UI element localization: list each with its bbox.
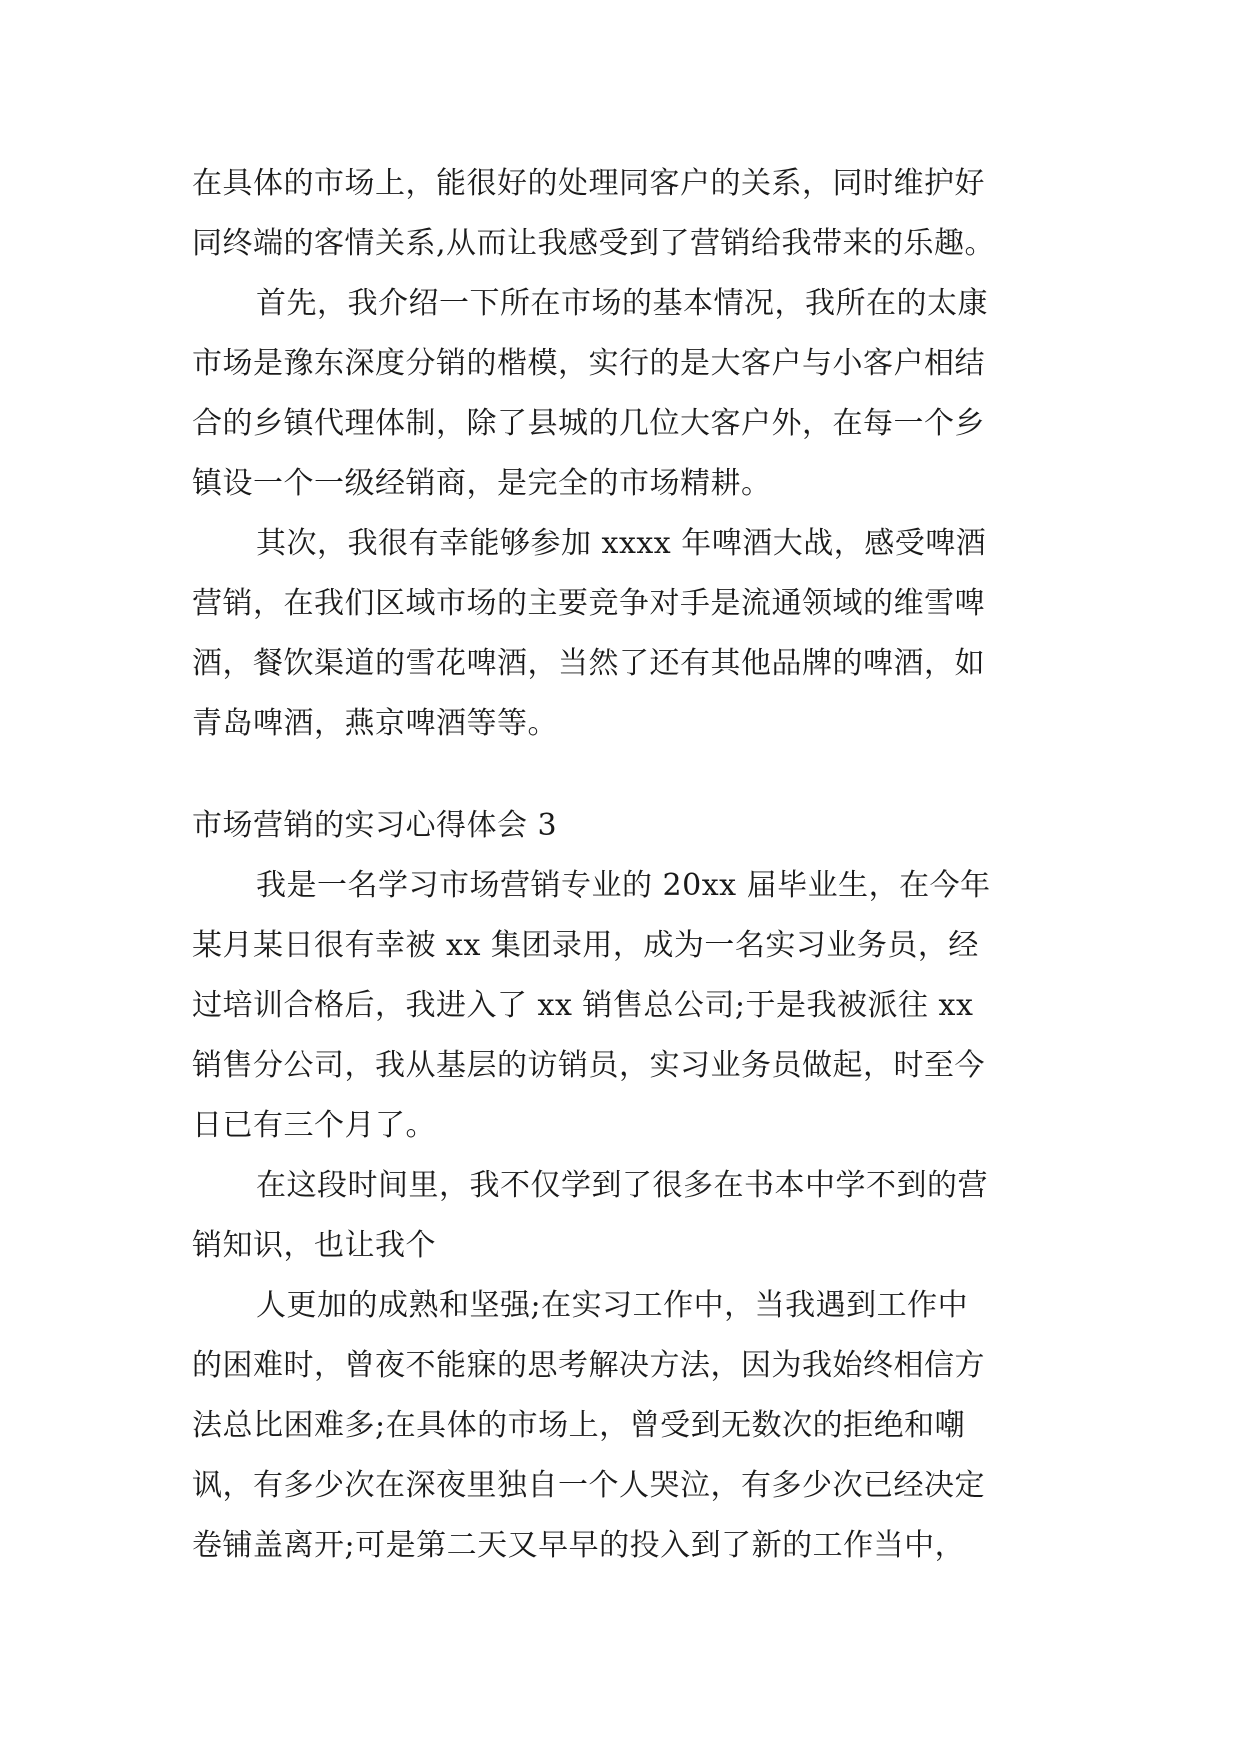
text-line: 销知识，也让我个 — [192, 1228, 436, 1263]
text-line: 青岛啤酒，燕京啤酒等等。 — [192, 706, 558, 741]
text-line: 销售分公司，我从基层的访销员，实习业务员做起，时至今 — [192, 1048, 985, 1083]
text-line: 合的乡镇代理体制，除了县城的几位大客户外，在每一个乡 — [192, 406, 985, 441]
text-line: 在具体的市场上，能很好的处理同客户的关系，同时维护好 — [192, 166, 985, 201]
paragraph-first-line: 首先，我介绍一下所在市场的基本情况，我所在的太康 — [256, 286, 988, 321]
paragraph-first-line: 我是一名学习市场营销专业的 20xx 届毕业生，在今年 — [256, 868, 991, 903]
text-line: 的困难时，曾夜不能寐的思考解决方法，因为我始终相信方 — [192, 1348, 985, 1383]
section-heading: 市场营销的实习心得体会 3 — [192, 808, 558, 843]
text-line: 镇设一个一级经销商，是完全的市场精耕。 — [192, 466, 772, 501]
text-line: 酒，餐饮渠道的雪花啤酒，当然了还有其他品牌的啤酒，如 — [192, 646, 985, 681]
text-line: 日已有三个月了。 — [192, 1108, 436, 1143]
paragraph-first-line: 人更加的成熟和坚强;在实习工作中，当我遇到工作中 — [256, 1288, 969, 1323]
text-line: 讽，有多少次在深夜里独自一个人哭泣，有多少次已经决定 — [192, 1468, 985, 1503]
text-line: 法总比困难多;在具体的市场上，曾受到无数次的拒绝和嘲 — [192, 1408, 966, 1443]
text-line: 市场是豫东深度分销的楷模，实行的是大客户与小客户相结 — [192, 346, 985, 381]
paragraph-first-line: 其次，我很有幸能够参加 xxxx 年啤酒大战，感受啤酒 — [256, 526, 987, 561]
text-line: 同终端的客情关系,从而让我感受到了营销给我带来的乐趣。 — [192, 226, 996, 261]
paragraph-first-line: 在这段时间里，我不仅学到了很多在书本中学不到的营 — [256, 1168, 988, 1203]
text-line: 卷铺盖离开;可是第二天又早早的投入到了新的工作当中， — [192, 1528, 966, 1563]
text-line: 营销，在我们区域市场的主要竞争对手是流通领域的维雪啤 — [192, 586, 985, 621]
text-line: 某月某日很有幸被 xx 集团录用，成为一名实习业务员，经 — [192, 928, 979, 963]
text-line: 过培训合格后，我进入了 xx 销售总公司;于是我被派往 xx — [192, 988, 974, 1023]
